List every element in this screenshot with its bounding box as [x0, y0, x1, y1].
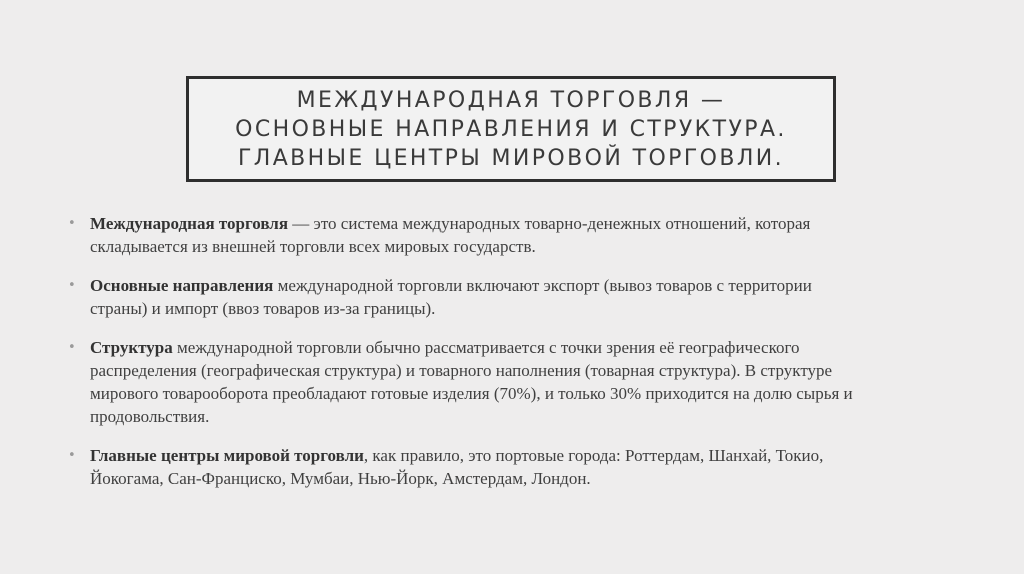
- title-line-2: ОСНОВНЫЕ НАПРАВЛЕНИЯ И СТРУКТУРА.: [235, 116, 787, 142]
- bullet-lead: Международная торговля: [90, 214, 289, 233]
- bullet-lead: Главные центры мировой торговли: [90, 446, 364, 465]
- bullet-item-structure: [68, 336, 968, 428]
- bullet-item-trade-definition: [68, 212, 968, 258]
- bullet-item-directions: [68, 274, 968, 320]
- bullet-text-line: складывается из внешней торговли всех мировых государств.: [90, 237, 536, 256]
- bullet-lead: Структура: [90, 338, 173, 357]
- bullet-text-line: распределения (географическая структура) и товарного наполнения (товарная структура). В структуре: [90, 361, 833, 380]
- slide-title-box: [186, 76, 836, 182]
- title-line-1: МЕЖДУНАРОДНАЯ ТОРГОВЛЯ —: [296, 87, 726, 113]
- title-line-3: ГЛАВНЫЕ ЦЕНТРЫ МИРОВОЙ ТОРГОВЛИ.: [237, 145, 785, 171]
- bullet-lead: Основные направления: [90, 276, 274, 295]
- bullet-text-line: страны) и импорт (ввоз товаров из-за границы).: [90, 299, 436, 318]
- bullet-dot-icon: •: [68, 448, 76, 463]
- bullet-dot-icon: •: [68, 340, 76, 355]
- bullet-text-line: Йокогама, Сан-Франциско, Мумбаи, Нью-Йорк, Амстердам, Лондон.: [90, 469, 591, 488]
- bullet-text-line: международной торговли обычно рассматривается с точки зрения её географического: [172, 338, 800, 357]
- bullet-text-line: , как правило, это портовые города: Роттердам, Шанхай, Токио,: [363, 446, 824, 465]
- bullet-text-line: продовольствия.: [90, 407, 210, 426]
- bullet-dot-icon: •: [68, 278, 76, 293]
- bullet-text-line: — это система международных товарно-денежных отношений, которая: [288, 214, 811, 233]
- bullet-item-trade-centers: [68, 444, 968, 490]
- bullet-list: [68, 212, 968, 506]
- bullet-dot-icon: •: [68, 216, 76, 231]
- bullet-text-line: международной торговли включают экспорт (вывоз товаров с территории: [273, 276, 812, 295]
- bullet-text-line: мирового товарооборота преобладают готовые изделия (70%), и только 30% приходится на долю сырья и: [90, 384, 853, 403]
